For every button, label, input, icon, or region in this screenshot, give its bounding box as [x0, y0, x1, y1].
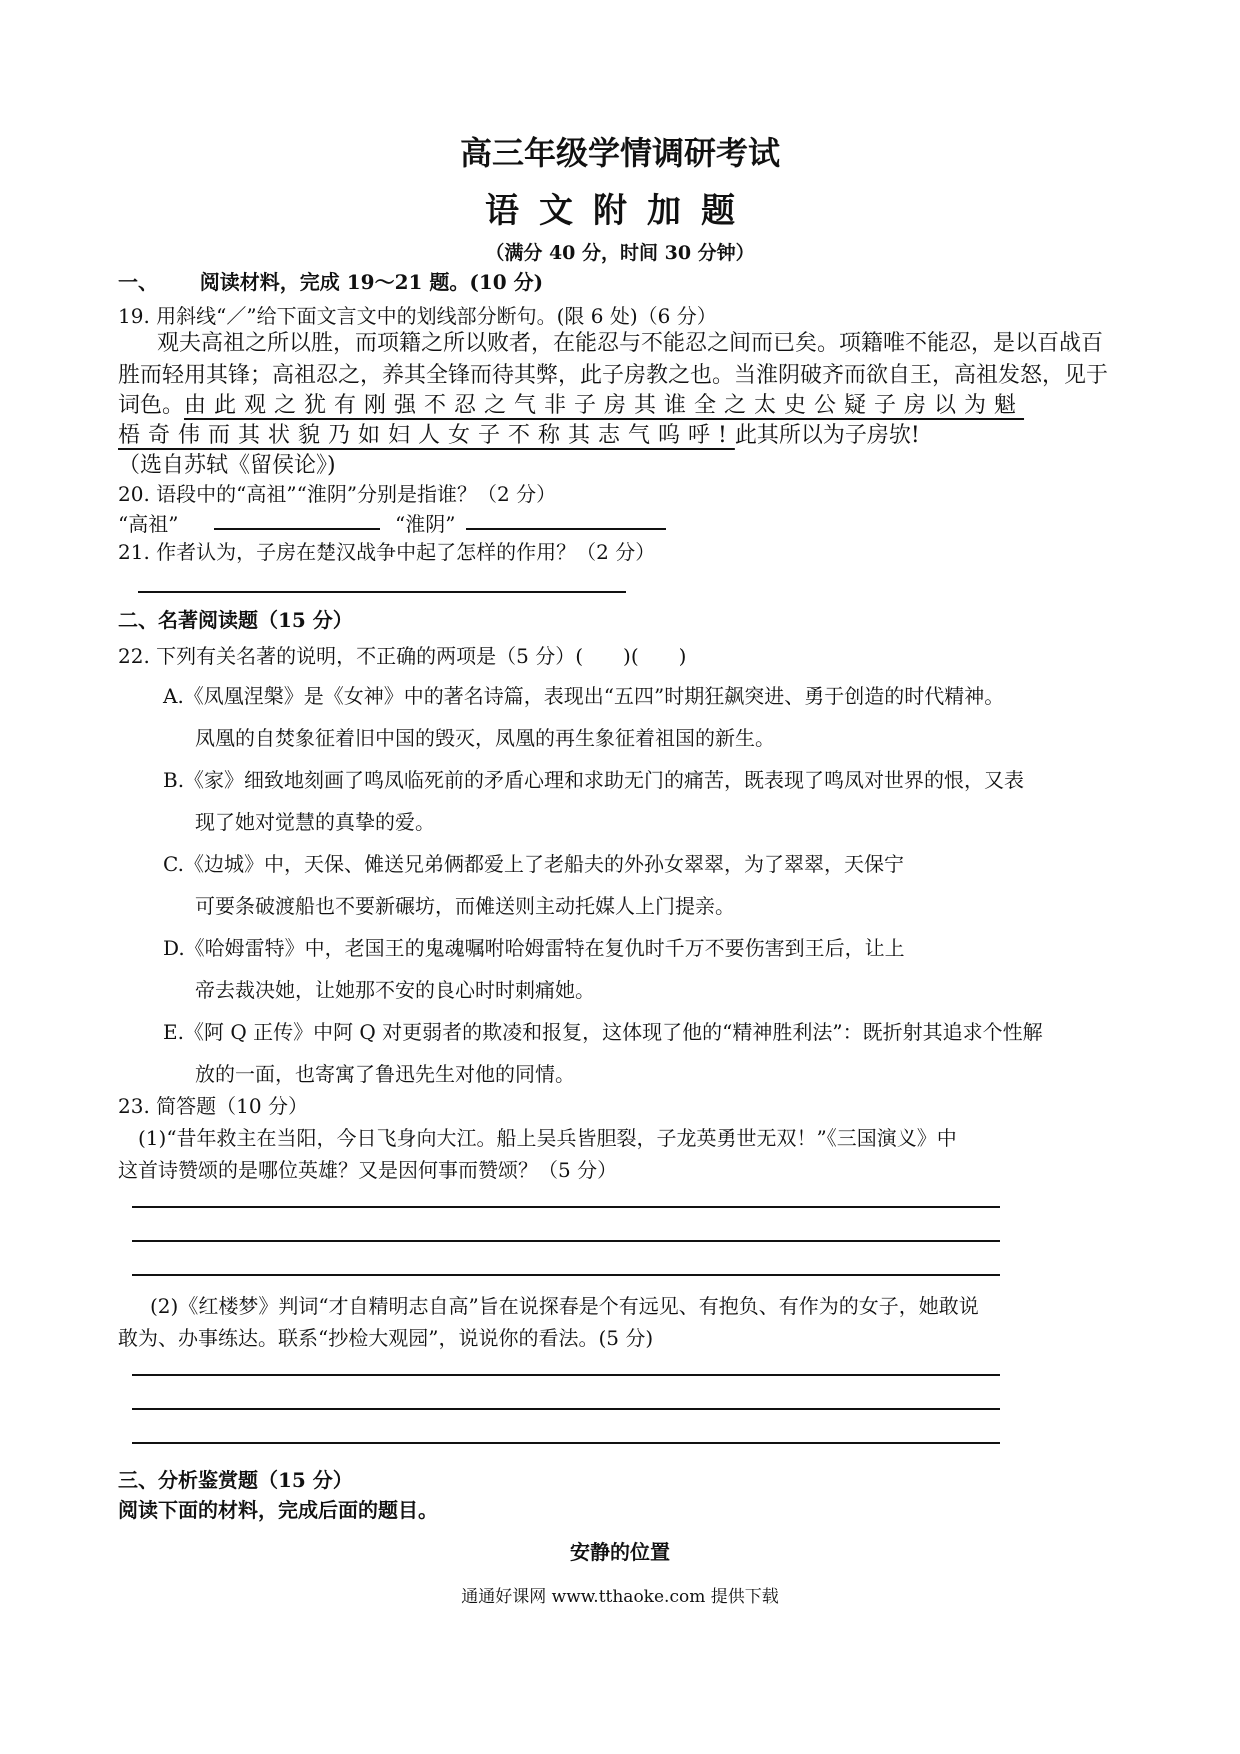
q23-2-line-1: (2)《红楼梦》判词“才自精明志自高”旨在说探春是个有远见、有抱负、有作为的女子，她敢说 [150, 1294, 979, 1318]
question-22: 22. 下列有关名著的说明，不正确的两项是（5 分）( )( ) [118, 644, 687, 668]
article-title: 安静的位置 [570, 1540, 670, 1564]
passage-source: （选自苏轼《留侯论》) [118, 453, 336, 478]
q20-answer-line-huaiyin[interactable] [466, 528, 666, 530]
q23-1-line-1: (1)“昔年救主在当阳，今日飞身向大江。船上吴兵皆胆裂，子龙英勇世无双！”《三国演义》中 [138, 1126, 957, 1150]
option-c-line-1: C.《边城》中，天保、傩送兄弟俩都爱上了老船夫的外孙女翠翠，为了翠翠，天保宁 [163, 852, 904, 876]
option-a-line-1: A.《凤凰涅槃》是《女神》中的著名诗篇，表现出“五四”时期狂飙突进、勇于创造的时代精神。 [163, 684, 1005, 708]
q20-answer-line-gaozu[interactable] [214, 528, 380, 530]
q20-label-gaozu: “高祖” [118, 512, 179, 536]
q23-2-answer-line-3[interactable] [132, 1442, 1000, 1444]
page-title: 高三年级学情调研考试 [459, 134, 780, 172]
footer-download-note: 通通好课网 www.tthaoke.com 提供下载 [461, 1587, 779, 1607]
option-e-line-2: 放的一面，也寄寓了鲁迅先生对他的同情。 [195, 1062, 575, 1086]
passage-line-4-plain: 此其所以为子房欤! [734, 423, 920, 448]
section3-instruction: 阅读下面的材料，完成后面的题目。 [118, 1498, 438, 1522]
section1-heading: 一、 阅读材料，完成 19～21 题。(10 分) [118, 270, 544, 294]
question-23: 23. 简答题（10 分） [118, 1094, 308, 1118]
q23-2-answer-line-2[interactable] [132, 1408, 1000, 1410]
q21-answer-line[interactable] [138, 591, 626, 593]
question-21: 21. 作者认为，子房在楚汉战争中起了怎样的作用？（2 分） [118, 540, 656, 564]
q23-1-line-2: 这首诗赞颂的是哪位英雄？又是因何事而赞颂？（5 分） [118, 1158, 618, 1182]
option-d-line-2: 帝去裁决她，让她那不安的良心时时刺痛她。 [195, 978, 595, 1002]
q23-2-line-2: 敢为、办事练达。联系“抄检大观园”，说说你的看法。(5 分) [118, 1326, 654, 1350]
passage-line-3-plain: 词色。 [118, 393, 185, 418]
passage-line-4 [118, 418, 920, 449]
q23-1-answer-line-1[interactable] [132, 1206, 1000, 1208]
passage-line-2: 胜而轻用其锋；高祖忍之，养其全锋而待其弊，此子房教之也。当淮阴破齐而欲自王，高祖发怒，见于 [118, 363, 1109, 388]
q20-label-huaiyin: “淮阴” [395, 512, 456, 536]
q23-2-answer-line-1[interactable] [132, 1374, 1000, 1376]
exam-meta: （满分 40 分，时间 30 分钟） [485, 242, 755, 264]
passage-underlined-part-1: 由此观之犹有刚强不忍之气非子房其谁全之太史公疑子房以为魁 [184, 393, 1025, 418]
question-19: 19. 用斜线“／”给下面文言文中的划线部分断句。(限 6 处)（6 分） [118, 304, 717, 328]
option-b-line-2: 现了她对觉慧的真挚的爱。 [195, 810, 435, 834]
question-20: 20. 语段中的“高祖”“淮阴”分别是指谁？（2 分） [118, 482, 557, 506]
option-e-line-1: E.《阿 Q 正传》中阿 Q 对更弱者的欺凌和报复，这体现了他的“精神胜利法”：既折射其追求个性解 [163, 1020, 1043, 1044]
q23-1-answer-line-2[interactable] [132, 1240, 1000, 1242]
section2-heading: 二、名著阅读题（15 分） [118, 608, 353, 632]
section3-heading: 三、分析鉴赏题（15 分） [118, 1468, 353, 1492]
passage-line-1: 观夫高祖之所以胜，而项籍之所以败者，在能忍与不能忍之间而已矣。项籍唯不能忍，是以百战百 [157, 331, 1104, 356]
passage-underlined-part-2: 梧奇伟而其状貌乃如妇人女子不称其志气呜呼! [118, 423, 735, 448]
option-a-line-2: 凤凰的自焚象征着旧中国的毁灭，凤凰的再生象征着祖国的新生。 [195, 726, 775, 750]
option-c-line-2: 可要条破渡船也不要新碾坊，而傩送则主动托媒人上门提亲。 [195, 894, 735, 918]
option-d-line-1: D.《哈姆雷特》中，老国王的鬼魂嘱咐哈姆雷特在复仇时千万不要伤害到王后，让上 [163, 936, 905, 960]
option-b-line-1: B.《家》细致地刻画了鸣凤临死前的矛盾心理和求助无门的痛苦，既表现了鸣凤对世界的恨，又表 [163, 768, 1025, 792]
q23-1-answer-line-3[interactable] [132, 1274, 1000, 1276]
passage-line-3 [118, 388, 1024, 419]
page-subtitle: 语文附加题 [485, 191, 755, 231]
